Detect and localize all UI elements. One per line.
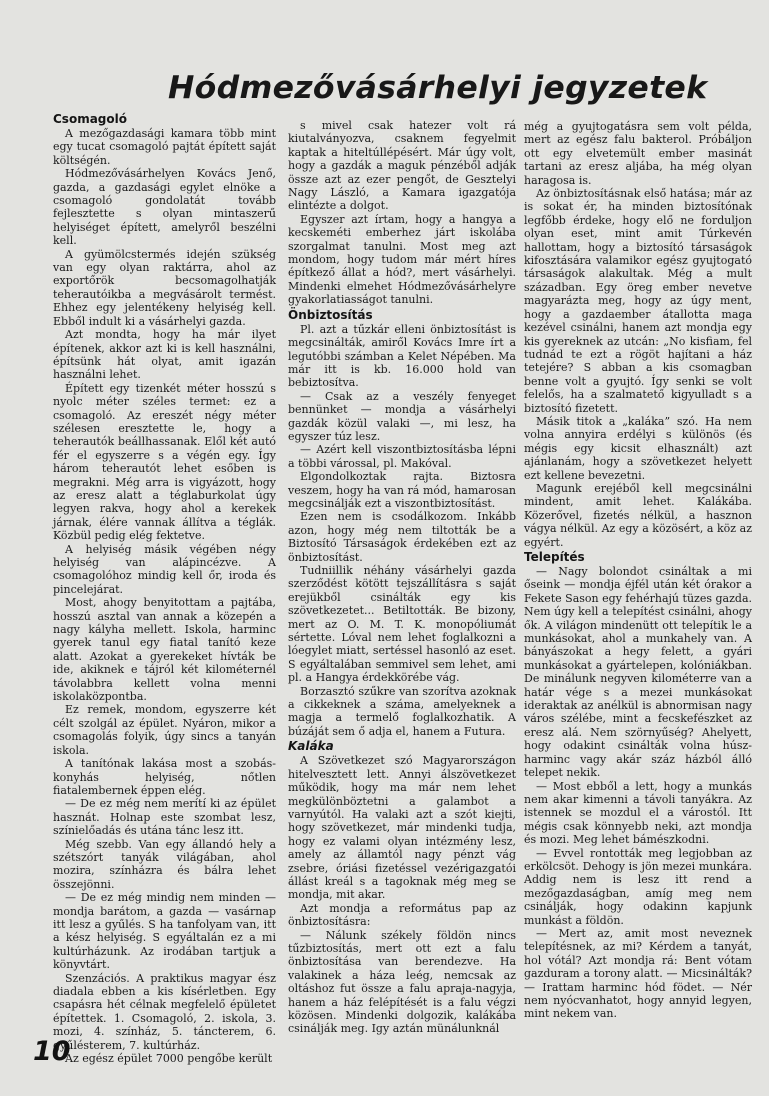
column-3 <box>524 120 752 1021</box>
paragraph: Még szebb. Van egy állandó hely a szétszórt tanyák világában, ahol mozira, színházra és bálra lehet összejönni. <box>53 837 276 891</box>
column-1 <box>53 111 276 1065</box>
paragraph: — Mert az, amit most neveznek telepítésnek, az mi? Kérdem a tanyát, hol vótál? Azt mondja rá: Bent vótam gazduram a torony alatt. — Micsinálták? — Irattam harminc hód födet. — Nér nem nyócvanhatot, hogy annyid legyen, mint nekem van. <box>524 926 752 1021</box>
paragraph: Épített egy tizenkét méter hosszú s nyolc méter széles termet: ez a csomagoló. Az ereszét négy méter szélesen eresztette le, hogy a teherautók beállhassanak. Elől két autó fér el egyszerre s a végén egy. Így három teherautót lehet esőben is megrakni. Még arra is vigyázott, hogy az eresz alatt a téglaburkolat úgy legyen rakva, hogy ahol a kerekek járnak, élére vannak állítva a téglák. Közbül pedig elég fektetve. <box>53 381 276 543</box>
paragraph: Ezen nem is csodálkozom. Inkább azon, hogy még nem tiltották be a Biztosító Társaságok érdekében ezt az önbiztosítást. <box>288 510 516 564</box>
paragraph: A Szövetkezet szó Magyarországon hitelvesztett lett. Annyi álszövetkezet működik, hogy ma már nem lehet megkülönböztetni a galambot a varnyútól. Ha valaki azt a szót kiejti, hogy szövetkezet, már mindenki tudja, hogy ez valami olyan intézmény lesz, amely az államtól nagy pénzt vág zsebre, óriási fizetéssel vezérigazgatói állást kreál s a tagoknak még meg se mondja, mit akar. <box>288 754 516 902</box>
paragraph: még a gyujtogatásra sem volt példa, mert az egész falu bakterol. Próbáljon ott egy elvetemült ember masinát tartani az eresz aljába, ha még olyan haragosa is. <box>524 120 752 187</box>
section-heading-telepites: Telepítés <box>524 550 585 564</box>
paragraph: — Csak az a veszély fenyeget bennünket — mondja a vásárhelyi gazdák közül valaki —, mi lesz, ha egyszer túz lesz. <box>288 389 516 443</box>
paragraph: Az egész épület 7000 pengőbe került <box>65 1052 273 1066</box>
paragraph: Pl. azt a tűzkár elleni önbiztosítást is megcsinálták, amiről Kovács Imre írt a legutóbbi számban a Kelet Népében. Ma már itt is kb. 16.000 hold van bebiztosítva. <box>288 322 516 390</box>
paragraph: — Most ebből a lett, hogy a munkás nem akar kimenni a távoli tanyákra. Az istennek se mozdul el a várostól. Itt mégis csak könnyebb neki, azt mondja és mozi. Meg lehet bámészkodni. <box>524 779 752 847</box>
paragraph: Magunk erejéből kell megcsinálni mindent, amit lehet. Kalákába. Közerővel, fizetés nélkül, a hasznon vágya nélkül. Az egy a közösért, a köz az egyért. <box>524 481 752 549</box>
paragraph: A tanítónak lakása most a szobás-konyhás helyiség, nőtlen fiatalembernek éppen elég. <box>53 757 276 797</box>
paragraph: A gyümölcstermés idején szükség van egy olyan raktárra, ahol az exportőrök becsomagolhatják teherautóikba a megvásárolt termést. Ehhez egy jelentékeny helyiség kell. Ebből indult ki a vásárhelyi gazda. <box>53 247 276 328</box>
paragraph: — Azért kell viszontbiztosításba lépni a többi várossal, pl. Makóval. <box>288 443 516 470</box>
page-number: 10 <box>33 1036 71 1067</box>
paragraph: Borzasztó szűkre van szorítva azoknak a cikkeknek a száma, amelyeknek a magja a termelő foglalkozhatik. A búzáját sem ő adja el, hanem a Futura. <box>288 684 516 738</box>
paragraph: Ez remek, mondom, egyszerre két célt szolgál az épület. Nyáron, mikor a csomagolás folyik, úgy sincs a tanyán iskola. <box>53 703 276 757</box>
paragraph: — De ez még nem merítí ki az épület hasznát. Holnap este szombat lesz, színielőadás és utána tánc lesz itt. <box>53 797 276 838</box>
article-title: Hódmezővásárhelyi jegyzetek <box>168 70 708 106</box>
paragraph: Egyszer azt írtam, hogy a hangya a kecskeméti emberhez járt iskolába szorgalmat tanulni. Most meg azt mondom, hogy tudom már mért híres építkező állat a hód?, mert vásárhelyi. Mindenki elmehet Hódmezővásárhelyre gyakorlatiasságot tanulni. <box>288 212 516 307</box>
paragraph: Azt mondja a református pap az önbiztosításra: <box>288 901 516 929</box>
paragraph: — Nálunk székely földön nincs tűzbiztosítás, mert ott ezt a falu önbiztosítása van berendezve. Ha valakinek a háza leég, nemcsak az oltáshoz fut össze a falu apraja-nagyja, hanem a ház felépítését is a falu végzi közösen. Mindenki dolgozik, kalákába csinálják meg. Igy aztán münálunknál <box>288 928 516 1036</box>
paragraph: — Evvel rontották meg legjobban az erkölcsöt. Dehogy is jön mezei munkára. Addig nem is lesz itt rend a mezőgazdaságban, amíg meg nem csinálják, hogy odakinn kapjunk munkást a földön. <box>524 846 752 927</box>
paragraph: Az önbiztosításnak első hatása; már az is sokat ér, ha minden biztosítónak legfőbb érdeke, hogy elő ne forduljon olyan eset, mint amit Túrkevén hallottam, hogy a biztosító társaságok kifosztására valamikor egész gyujtogató társaságok alakultak. Még a mult században. Egy öreg ember nevetve magyarázta meg, hogy az úgy ment, hogy a gazdaember átallotta maga kezével csinálni, hanem azt mondja egy kis gyereknek az utcán: „No kisfiam, fel tudnád te ezt a rögöt hajítani a ház tetejére? S abban a kis csomagban benne volt a gyujtó. Így senki se volt felelős, ha a szalmatető kigyulladt s a biztosító fizetett. <box>524 187 752 415</box>
paragraph: Hódmezővásárhelyen Kovács Jenő, gazda, a gazdasági egylet elnöke a csomagoló gondolatát tovább fejlesztette s olyan mintaszerű helyiséget épített, amelyről beszélni kell. <box>53 167 276 248</box>
paragraph: s mivel csak hatezer volt rá kiutalványozva, csaknem fegyelmit kaptak a hiteltúllépésért. Már úgy volt, hogy a gazdák a maguk pénzéből adják össze azt az ezer pengőt, de Gesztelyi Nagy László, a Kamara igazgatója elintézte a dolgot. <box>288 119 516 213</box>
paragraph: Most, ahogy benyitottam a pajtába, hosszú asztal van annak a közepén a nagy kályha mellett. Iskola, harminc gyerek tanul egy fiatal tanító keze alatt. Azokat a gyerekeket hívták be ide, akiknek e tájról két kilométernél távolabbra kellett volna menni iskolaközpontba. <box>53 596 276 704</box>
section-heading-onbiztositas: Önbiztosítás <box>288 307 373 322</box>
paragraph: Másik titok a „kaláka” szó. Ha nem volna annyira erdélyi s különös (és mégis egy kicsit elhasznált) azt ajánlanám, hogy a szövetkezet helyett ezt kellene bevezetni. <box>524 414 752 482</box>
paragraph: Azt mondta, hogy ha már ilyet építenek, akkor azt ki is kell használni, építsünk hát olyat, amit igazán használni lehet. <box>53 328 276 382</box>
paragraph: Szenzációs. A praktikus magyar ész diadala ebben a kis kísérletben. Egy csapásra hét célnak megfelelő épületet építettek. 1. Csomagoló, 2. iskola, 3. mozi, 4. színház, 5. táncterem, 6. gyűlésterem, 7. kultúrház. <box>53 971 276 1052</box>
paragraph: — De ez még mindig nem minden — mondja barátom, a gazda — vasárnap itt lesz a gyűlés. S ha tanfolyam van, itt a kész helyiség. S egyáltalán ez a mi kultúrházunk. Az irodában tartjuk a könyvtárt. <box>53 891 276 972</box>
paragraph: Elgondolkoztak rajta. Biztosra veszem, hogy ha van rá mód, hamarosan megcsinálják ezt a viszontbiztosítást. <box>288 470 516 510</box>
section-heading-csomagolo: Csomagoló <box>53 112 127 126</box>
paragraph: Tudniillik néhány vásárhelyi gazda szerződést kötött tejszállításra s saját erejükből csinálták egy kis szövetkezetet... Betiltották. Be bizony, mert az O. M. T. K. monopóliumát sértette. Lóval nem lehet foglalkozni a lóegylet miatt, sertéssel hasonló az eset. S egyáltalában semmivel sem lehet, ami pl. a Hangya érdekkörébe vág. <box>288 564 516 685</box>
paragraph: A helyiség másik végében négy helyiség van alápincézve. A csomagolóhoz mindig kell őr, iroda és pincelejárat. <box>53 542 276 596</box>
paragraph: — Nagy bolondot csináltak a mi őseink — mondja éjfél után két órakor a Fekete Sason egy fehérhajú tüzes gazda. Nem úgy kell a telepítést csinálni, ahogy ők. A világon mindenütt ott telepítik le a munkásokat, ahol a munkahely van. A bányászokat a hegy felett, a gyári munkásokat a gyártelepen, kolóniákban. De minálunk negyven kilométerre van a határ vége s a mezei munkásokat ideraktak az anélkül is abnormisan nagy város szélébe, mint a fecskefészket az eresz alá. Nem szörnyűség? Ahelyett, hogy odakint csinálták volna húsz-harminc vagy akár száz házból álló telepet nekik. <box>524 565 752 780</box>
column-2 <box>288 119 516 1036</box>
paragraph: A mezőgazdasági kamara több mint egy tucat csomagoló pajtát épített saját költségén. <box>53 127 276 167</box>
section-heading-kalaka: Kaláka <box>288 739 334 754</box>
